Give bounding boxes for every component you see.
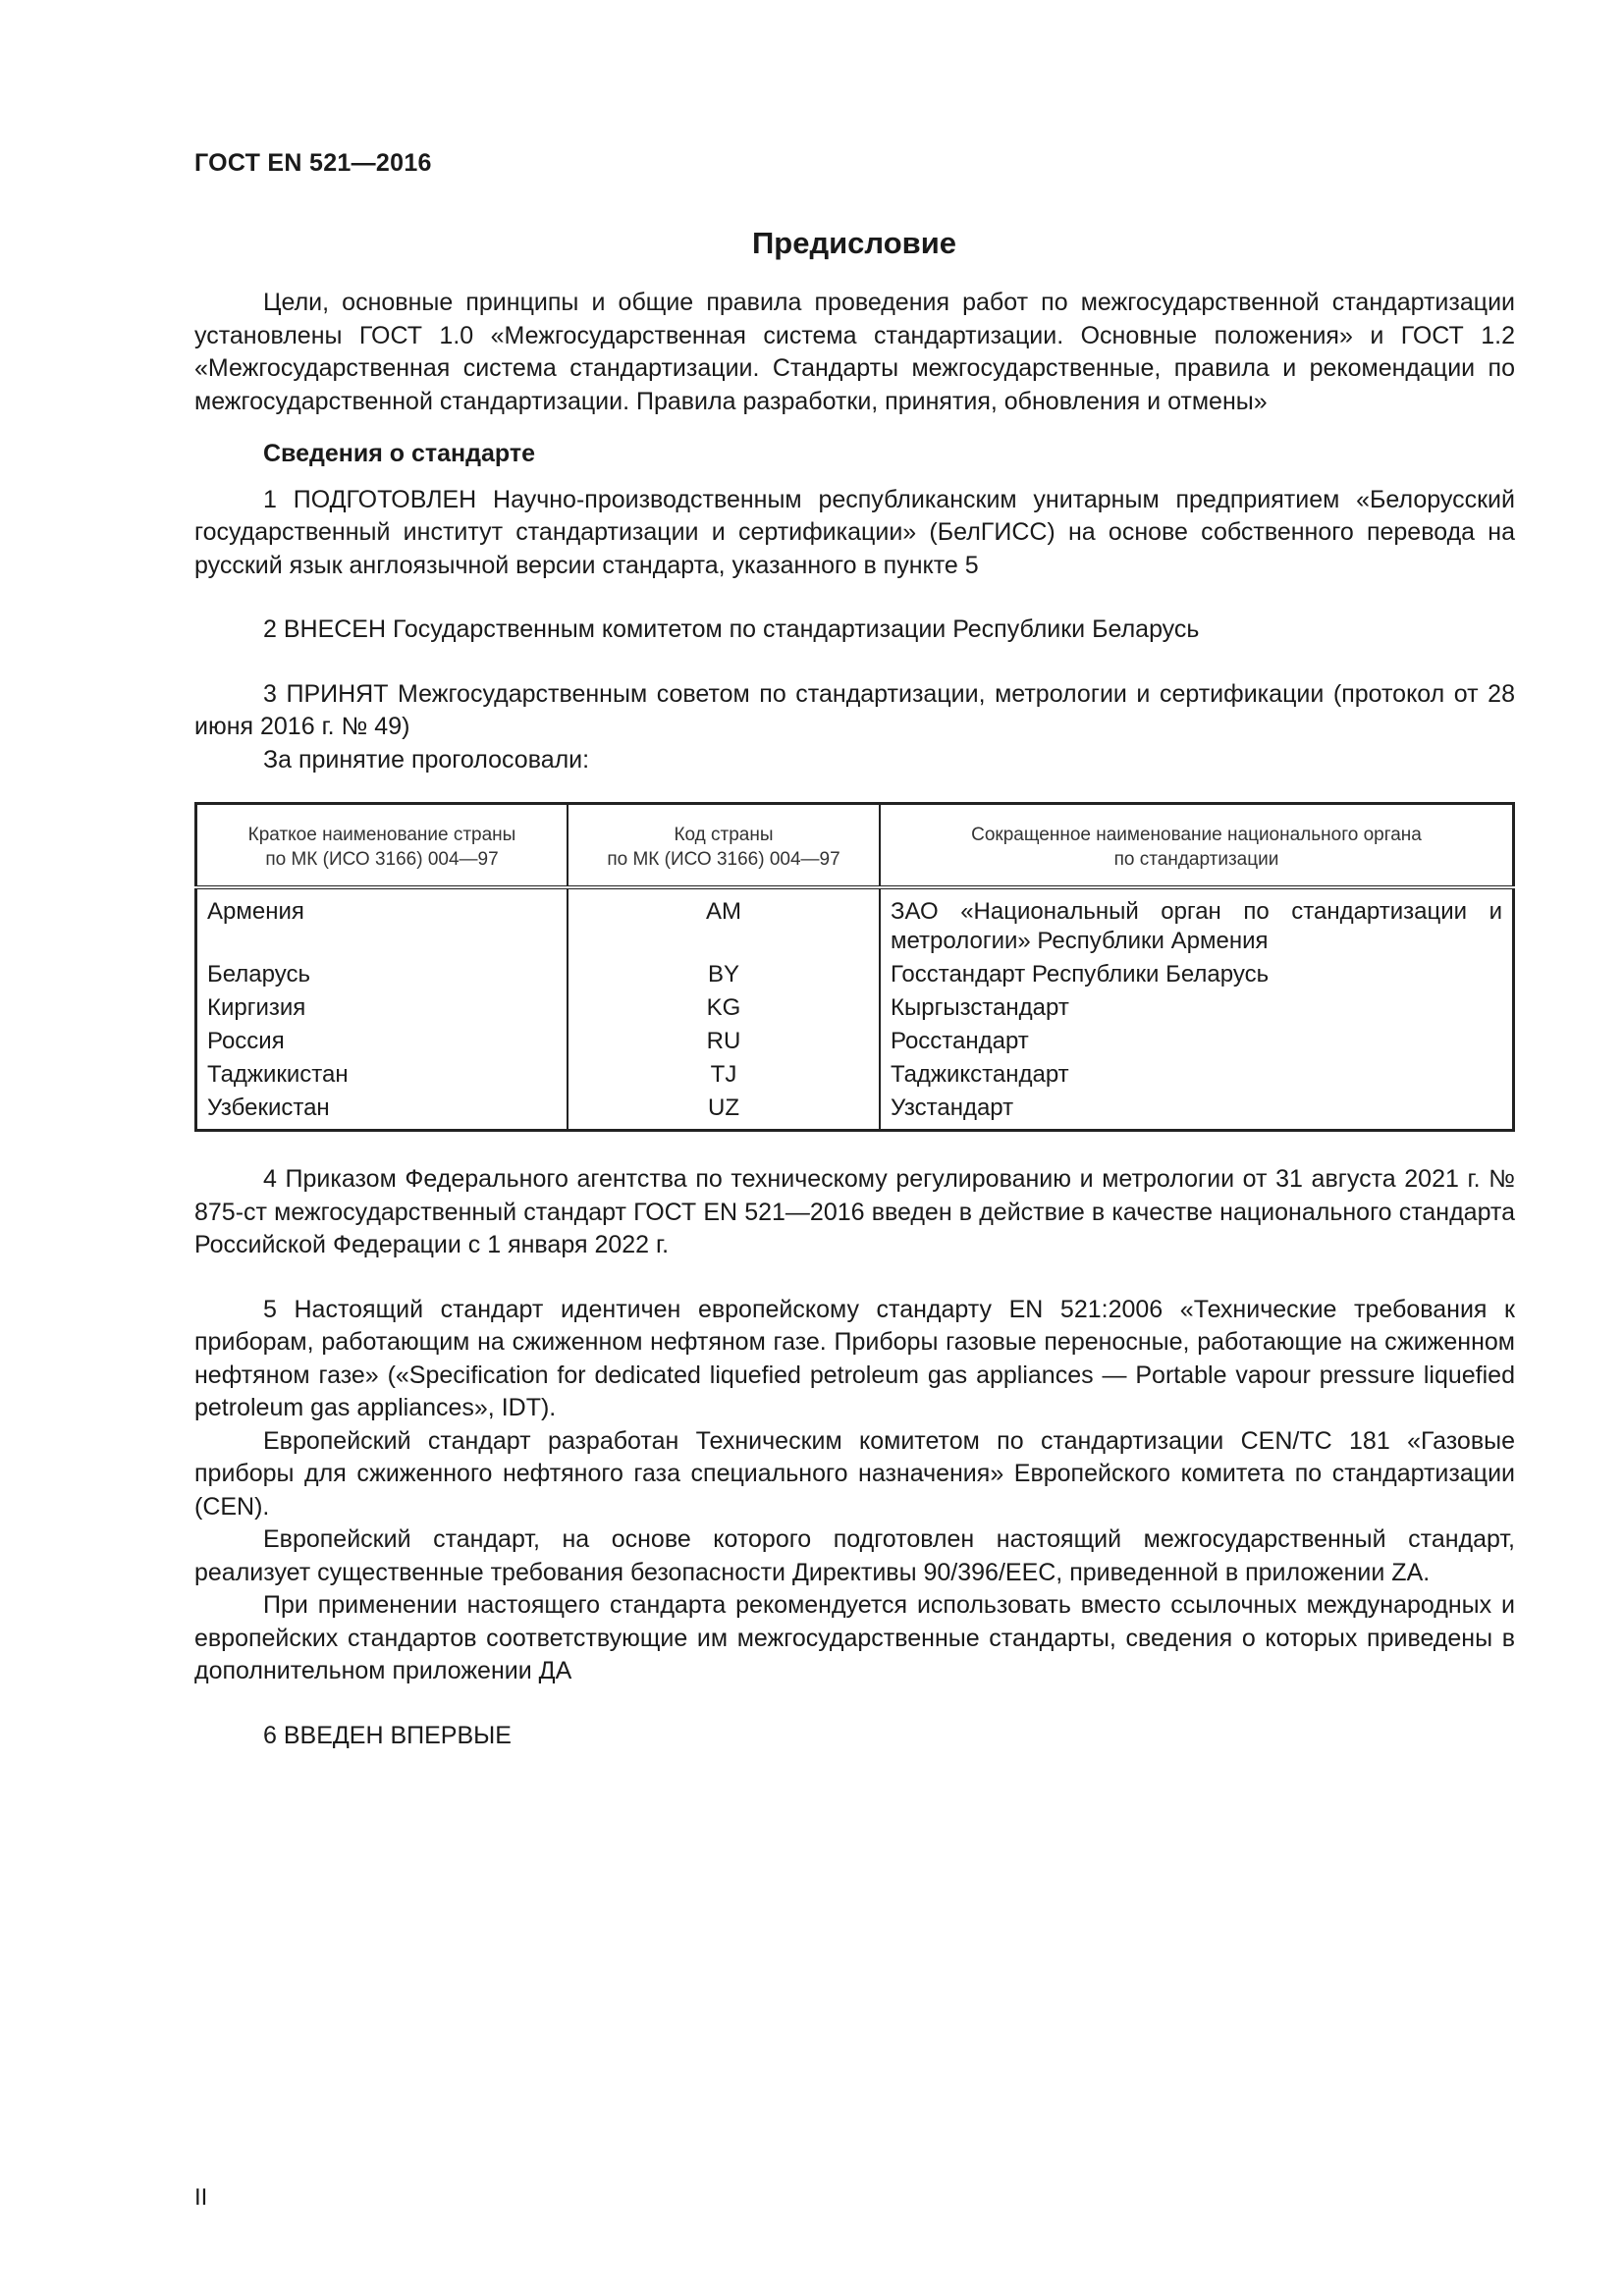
country-cell: Россия	[207, 1028, 285, 1054]
table-row	[196, 958, 1514, 991]
country-cell: Киргизия	[207, 994, 306, 1021]
code-cell: UZ	[568, 1092, 880, 1131]
code-cell: RU	[568, 1025, 880, 1058]
standard-code: ГОСТ EN 521—2016	[194, 149, 432, 177]
item-3-voted: За принятие проголосовали:	[263, 745, 590, 774]
code-cell: AM	[568, 887, 880, 958]
table-row	[196, 887, 1514, 958]
page-title: Предисловие	[751, 226, 956, 260]
table-row	[196, 1092, 1514, 1131]
table-header-row	[196, 804, 1514, 888]
code-cell: TJ	[568, 1058, 880, 1092]
code-cell: BY	[568, 958, 880, 991]
item-1: 1 ПОДГОТОВЛЕН Научно-производственным республиканским унитарным предприятием «Белорусский государственный институт стандартизации и сертификации» (БелГИСС) на основе собственного перевода на русский язык англоязычной версии стандарта, указанного в пункте 5	[194, 485, 1515, 579]
country-cell: Армения	[207, 898, 304, 925]
org-cell: Госстандарт Республики Беларусь	[880, 958, 1514, 991]
country-cell: Таджикистан	[207, 1061, 349, 1088]
country-cell: Узбекистан	[207, 1095, 330, 1121]
item-5-paragraph-2: Европейский стандарт разработан Техническим комитетом по стандартизации CEN/TC 181 «Газовые приборы для сжиженного нефтяного газа специального назначения» Европейского комитета по стандартизации (CEN).	[194, 1426, 1515, 1521]
country-cell: Беларусь	[207, 961, 310, 988]
table-row	[196, 1025, 1514, 1058]
code-cell: KG	[568, 991, 880, 1025]
item-6: 6 ВВЕДЕН ВПЕРВЫЕ	[263, 1721, 512, 1749]
intro-paragraph: Цели, основные принципы и общие правила проведения работ по межгосударственной стандартизации установлены ГОСТ 1.0 «Межгосударственная система стандартизации. Основные положения» и ГОСТ 1.2 «Межгосударственная система стандартизации. Стандарты межгосударственные, правила и рекомендации по межгосударственной стандартизации. Правила разработки, принятия, обновления и отмены»	[194, 289, 1515, 415]
item-2: 2 ВНЕСЕН Государственным комитетом по стандартизации Республики Беларусь	[263, 615, 1200, 643]
page-number: II	[194, 2184, 208, 2211]
preface-body	[194, 287, 1515, 1752]
org-cell: Таджикстандарт	[880, 1058, 1514, 1092]
item-5-paragraph-4: При применении настоящего стандарта рекомендуется использовать вместо ссылочных международных и европейских стандартов соответствующие им межгосударственные стандарты, сведения о которых приведены в дополнительном приложении ДА	[194, 1591, 1515, 1684]
header-country: Краткое наименование страны по МК (ИСО 3166) 004—97	[196, 804, 568, 888]
org-cell: Росстандарт	[880, 1025, 1514, 1058]
item-5: 5 Настоящий стандарт идентичен европейскому стандарту EN 521:2006 «Технические требования к приборам, работающим на сжиженном нефтяном газе. Приборы газовые переносные, работающие на сжиженном нефтяном газе» («Specification for dedicated liquefied petroleum gas appliances — Portable vapour pressure liquefied petroleum gas appliances», IDT).	[194, 1295, 1515, 1421]
item-5-paragraph-3: Европейский стандарт, на основе которого подготовлен настоящий межгосударственный стандарт, реализует существенные требования безопасности Директивы 90/396/EEC, приведенной в приложении ZA.	[194, 1525, 1515, 1586]
header-org: Сокращенное наименование национального органа по стандартизации	[880, 804, 1514, 888]
header-code: Код страны по МК (ИСО 3166) 004—97	[568, 804, 880, 888]
table-row	[196, 991, 1514, 1025]
org-cell: ЗАО «Национальный орган по стандартизации и метрологии» Республики Армения	[880, 887, 1514, 958]
voting-states-table	[194, 802, 1515, 1132]
item-3: 3 ПРИНЯТ Межгосударственным советом по стандартизации, метрологии и сертификации (протокол от 28 июня 2016 г. № 49)	[194, 679, 1515, 740]
section-subheading: Сведения о стандарте	[263, 440, 536, 467]
org-cell: Кыргызстандарт	[880, 991, 1514, 1025]
org-cell: Узстандарт	[880, 1092, 1514, 1131]
item-4: 4 Приказом Федерального агентства по техническому регулированию и метрологии от 31 августа 2021 г. № 875-ст межгосударственный стандарт ГОСТ EN 521—2016 введен в действие в качестве национального стандарта Российской Федерации с 1 января 2022 г.	[194, 1165, 1515, 1258]
table-row	[196, 1058, 1514, 1092]
